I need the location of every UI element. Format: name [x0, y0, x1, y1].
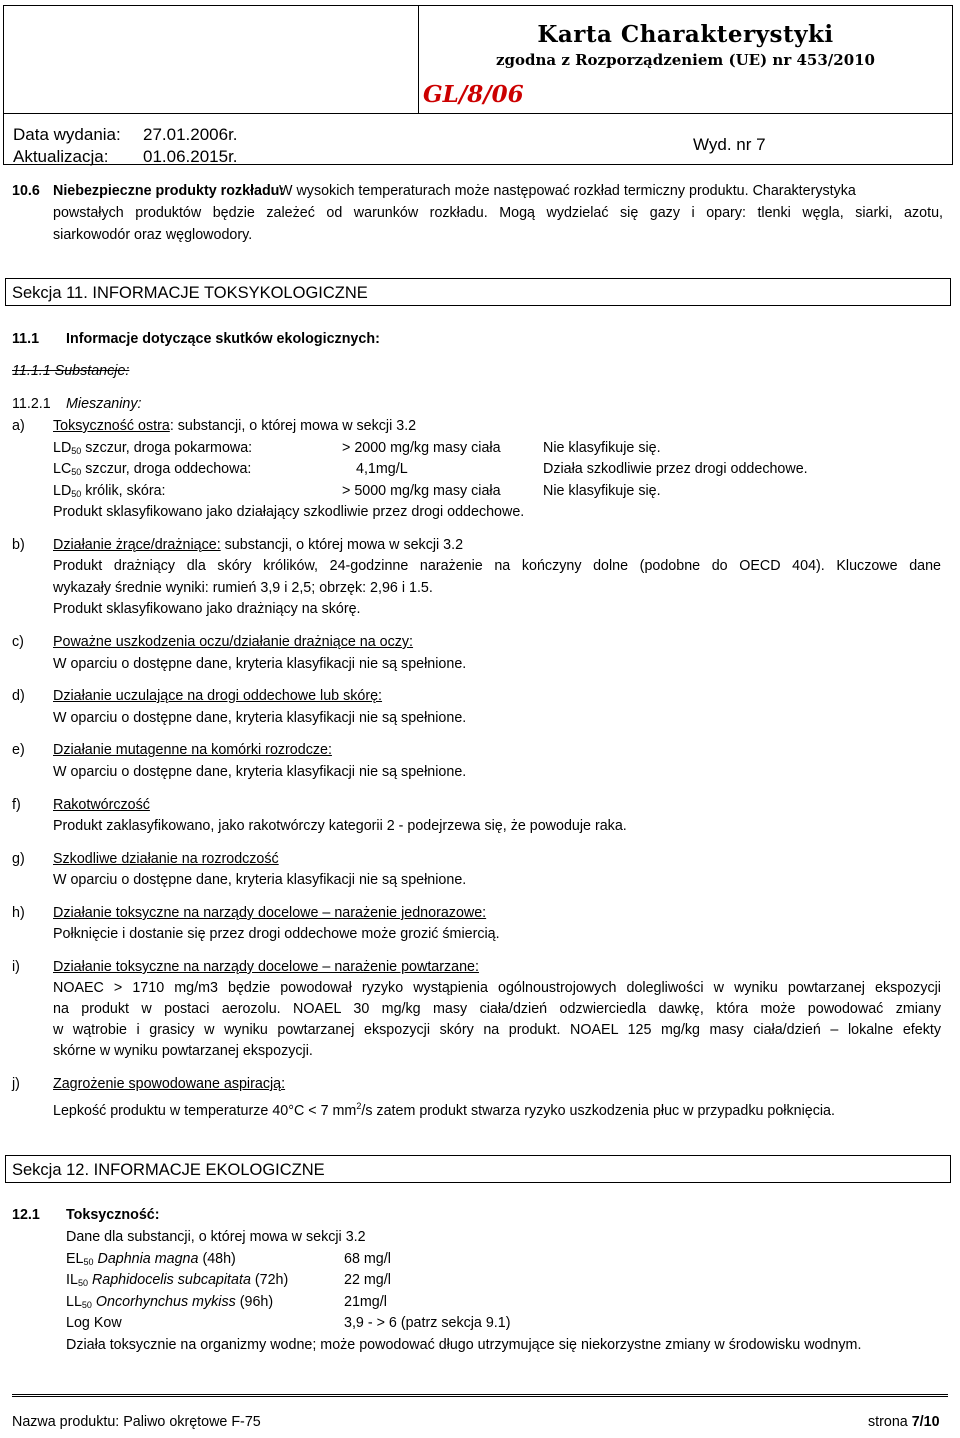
item-a-row1-pre: LD [53, 440, 72, 456]
section-10-6-line3: siarkowodór oraz węglowodory. [53, 227, 253, 243]
item-a-heading [53, 417, 416, 436]
eco-row1-species: Daphnia magna [97, 1251, 199, 1267]
item-a-row1-sub: 50 [71, 446, 82, 456]
footer-product-name: Nazwa produktu: Paliwo okrętowe F-75 [12, 1414, 261, 1430]
item-b-text3: Produkt sklasyfikowano jako drażniący na skórę. [53, 601, 361, 617]
eco-row2-sub: 50 [77, 1278, 88, 1288]
item-b-text1: Produkt drażniący dla skóry królików, 24-godzinne narażenie na kończyny dolne (podobne do OECD 404). Kluczowe dane [53, 558, 941, 574]
eco-row3-value: 21mg/l [344, 1294, 387, 1310]
item-a-row3-text: królik, skóra: [81, 483, 166, 499]
item-i-line1: NOAEC > 1710 mg/m3 będzie powodował ryzyko wystąpienia ogólnoustrojowych dolegliwości w wyniku powtarzanej ekspozycji [53, 980, 941, 996]
footer-page [868, 1413, 940, 1432]
item-j-title: Zagrożenie spowodowane aspiracją: [53, 1076, 286, 1092]
item-a-row3-desc [53, 482, 166, 504]
item-a-summary: Produkt sklasyfikowano jako działający szkodliwie przez drogi oddechowe. [53, 504, 525, 520]
item-b-text2: wykazały średnie wyniki: rumień 3,9 i 2,5; obrzęk: 2,96 i 1.5. [53, 580, 433, 596]
item-b-rest: substancji, o której mowa w sekcji 3.2 [220, 537, 464, 553]
header-logo-area [3, 5, 419, 114]
eco-row3-species: Oncorhynchus mykiss [95, 1294, 236, 1310]
item-h-letter: h) [12, 905, 25, 921]
item-f-title: Rakotwórczość [53, 797, 150, 813]
item-j-superscript: 2 [356, 1101, 362, 1111]
section-12-1-number: 12.1 [12, 1207, 40, 1223]
section-12-1-title: Toksyczność: [66, 1207, 160, 1223]
eco-row1-value: 68 mg/l [344, 1251, 391, 1267]
issue-date-value: 27.01.2006r. [143, 125, 238, 144]
eco-row2-species: Raphidocelis subcapitata [91, 1272, 251, 1288]
item-a-row1-value: > 2000 mg/kg masy ciała [342, 440, 501, 456]
section-11-2-1-title: Mieszaniny: [66, 396, 142, 412]
item-a-row3-class: Nie klasyfikuje się. [543, 483, 661, 499]
section-11-1-title: Informacje dotyczące skutków ekologicznych: [66, 331, 380, 347]
section-11-2-1-number: 11.2.1 [12, 396, 51, 412]
item-j-text [53, 1097, 835, 1121]
document-header [3, 5, 953, 165]
item-a-row2-text: szczur, droga oddechowa: [81, 461, 252, 477]
eco-row2-name [66, 1271, 288, 1293]
item-b-heading [53, 536, 463, 555]
item-a-rest: : substancji, o której mowa w sekcji 3.2 [169, 418, 417, 434]
eco-row2-pre: IL [66, 1272, 78, 1288]
item-e-title: Działanie mutagenne na komórki rozrodcze: [53, 742, 332, 758]
section-12-1-summary: Działa toksycznie na organizmy wodne; może powodować długo utrzymujące się niekorzystne zmiany w środowisku wodnym. [66, 1337, 862, 1353]
log-kow-label: Log Kow [66, 1315, 122, 1331]
item-h-text: Połknięcie i dostanie się przez drogi oddechowe może grozić śmiercią. [53, 926, 500, 942]
item-j-text-part1: Lepkość produktu w temperaturze 40°C < 7 mm [53, 1102, 357, 1119]
item-d-letter: d) [12, 688, 25, 704]
eco-row1-name [66, 1250, 236, 1272]
document-title: Karta Charakterystyki [537, 21, 834, 48]
eco-row2-value: 22 mg/l [344, 1272, 391, 1288]
update-date-value: 01.06.2015r. [143, 147, 238, 166]
item-j-text-part2: /s zatem produkt stwarza ryzyko uszkodzenia płuc w przypadku połknięcia. [361, 1102, 835, 1119]
footer-page-label: strona [868, 1414, 908, 1430]
item-d-title: Działanie uczulające na drogi oddechowe lub skórę: [53, 688, 383, 704]
item-a-row3-sub: 50 [71, 489, 82, 499]
item-h-title: Działanie toksyczne na narządy docelowe – narażenie jednorazowe: [53, 905, 487, 921]
footer-page-number: 7/10 [911, 1414, 940, 1430]
item-i-title: Działanie toksyczne na narządy docelowe – narażenie powtarzane: [53, 959, 479, 975]
eco-row2-time: (72h) [254, 1272, 289, 1288]
item-a-row1-text: szczur, droga pokarmowa: [81, 440, 253, 456]
item-i-line4: skórne w wyniku powtarzanej ekspozycji. [53, 1043, 313, 1059]
item-a-row2-desc [53, 460, 251, 482]
section-12-label: Sekcja 12. [12, 1161, 90, 1179]
section-12-1-intro: Dane dla substancji, o której mowa w sekcji 3.2 [66, 1229, 366, 1245]
section-11-1-1-substances: 11.1.1 Substancje: [12, 363, 130, 379]
item-g-letter: g) [12, 851, 25, 867]
item-a-row2-value: 4,1mg/L [356, 461, 408, 477]
section-12-header [5, 1155, 951, 1183]
item-c-text: W oparciu o dostępne dane, kryteria klasyfikacji nie są spełnione. [53, 656, 467, 672]
section-11-label: Sekcja 11. [12, 284, 88, 302]
item-b-letter: b) [12, 537, 25, 553]
item-a-row2-class: Działa szkodliwie przez drogi oddechowe. [543, 461, 808, 477]
item-a-title: Toksyczność ostra [53, 418, 170, 434]
section-11-header [5, 278, 951, 306]
item-e-letter: e) [12, 742, 25, 758]
item-a-letter: a) [12, 418, 25, 434]
section-10-6-number: 10.6 [12, 183, 40, 199]
document-code: GL/8/06 [423, 81, 524, 108]
log-kow-value: 3,9 - > 6 (patrz sekcja 9.1) [344, 1315, 511, 1331]
eco-row1-sub: 50 [83, 1257, 94, 1267]
item-f-text: Produkt zaklasyfikowano, jako rakotwórczy kategorii 2 - podejrzewa się, że powoduje raka. [53, 818, 627, 834]
section-10-6-line1: W wysokich temperaturach może następować rozkład termiczny produktu. Charakterystyka [279, 183, 856, 199]
eco-row3-time: (96h) [239, 1294, 274, 1310]
document-regulation: zgodna z Rozporządzeniem (UE) nr 453/2010 [496, 51, 875, 69]
eco-row3-sub: 50 [81, 1300, 92, 1310]
item-j-letter: j) [12, 1076, 20, 1092]
footer-separator [12, 1394, 948, 1397]
section-11-title: INFORMACJE TOKSYKOLOGICZNE [92, 284, 368, 302]
item-d-text: W oparciu o dostępne dane, kryteria klasyfikacji nie są spełnione. [53, 710, 467, 726]
item-c-letter: c) [12, 634, 24, 650]
item-a-row2-sub: 50 [71, 467, 82, 477]
item-a-row3-pre: LD [53, 483, 72, 499]
eco-row3-pre: LL [66, 1294, 82, 1310]
item-f-letter: f) [12, 797, 21, 813]
item-g-text: W oparciu o dostępne dane, kryteria klasyfikacji nie są spełnione. [53, 872, 467, 888]
update-date-label: Aktualizacja: [13, 147, 109, 166]
eco-row1-pre: EL [66, 1251, 84, 1267]
section-12-title: INFORMACJE EKOLOGICZNE [93, 1161, 325, 1179]
section-10-6-line2: powstałych produktów będzie zależeć od warunków rozkładu. Mogą wydzielać się gazy i opary: tlenki węgla, siarki, azotu, [53, 205, 943, 221]
eco-row1-time: (48h) [202, 1251, 236, 1267]
item-a-row3-value: > 5000 mg/kg masy ciała [342, 483, 501, 499]
item-i-line2: na produkt w postaci aerozolu. NOAEL 30 mg/kg masy ciała/dzień odzwierciedla dawkę, która może powodować zmiany [53, 1001, 941, 1017]
item-a-row2-pre: LC [53, 461, 72, 477]
issue-date-label: Data wydania: [13, 125, 121, 144]
item-b-title: Działanie żrące/drażniące: [53, 537, 221, 553]
item-e-text: W oparciu o dostępne dane, kryteria klasyfikacji nie są spełnione. [53, 764, 467, 780]
item-i-line3: w wątrobie i grasicy w wyniku powtarzanej ekspozycji skóry na produkt. NOAEL 125 mg/kg masy ciała/dzień – lokalne efekty [53, 1022, 941, 1038]
item-i-letter: i) [12, 959, 20, 975]
item-g-title: Szkodliwe działanie na rozrodczość [53, 851, 279, 867]
section-11-1-number: 11.1 [12, 331, 40, 347]
edition-number: Wyd. nr 7 [693, 135, 766, 154]
item-a-row1-class: Nie klasyfikuje się. [543, 440, 661, 456]
item-a-row1-desc [53, 439, 252, 461]
section-10-6-title: Niebezpieczne produkty rozkładu: [53, 183, 285, 199]
item-c-title: Poważne uszkodzenia oczu/działanie drażniące na oczy: [53, 634, 414, 650]
eco-row3-name [66, 1293, 273, 1315]
